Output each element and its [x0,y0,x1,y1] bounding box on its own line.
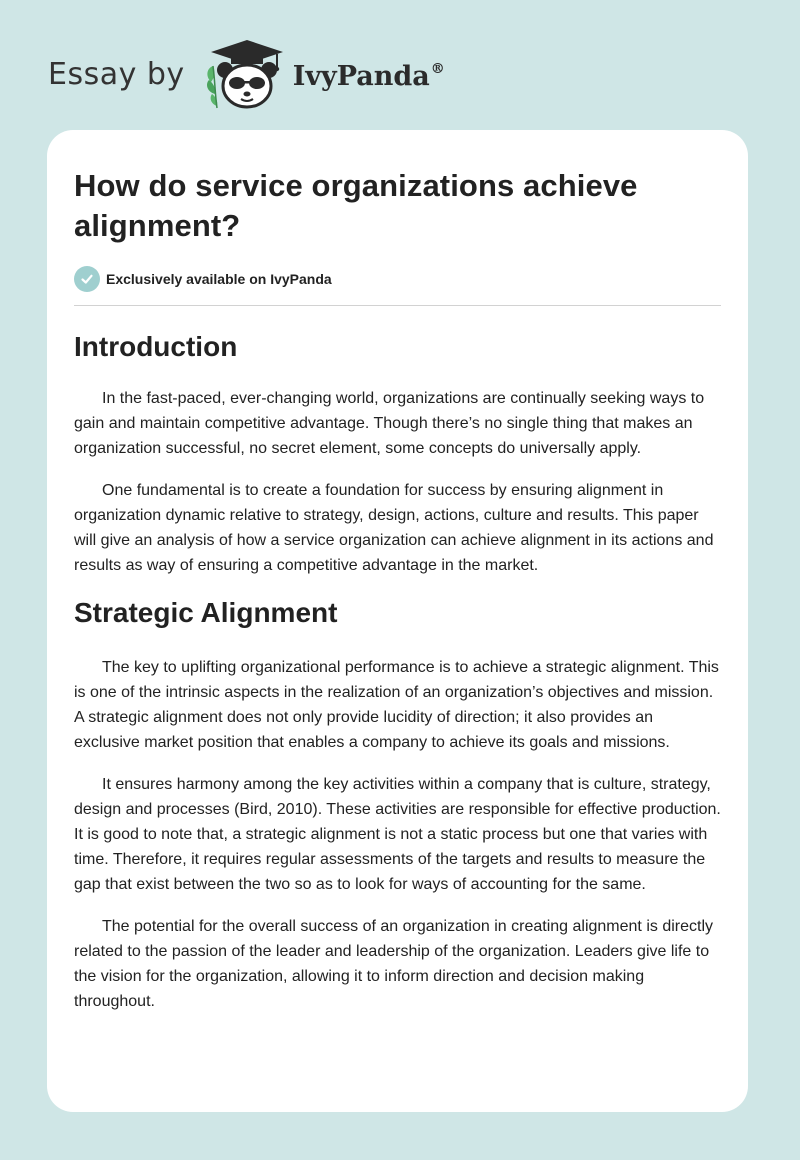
paragraph: It ensures harmony among the key activities within a company that is culture, strategy, design and processes (Bird, 2010). These activities are responsible for effective production. It is good to note that, a strategic alignment is not a static process but one that varies with time. Therefore, it requires regular assessments of the targets and results to measure the gap that exist between the two so as to look for ways of accounting for the same. [74,776,721,893]
paragraph: The key to uplifting organizational performance is to achieve a strategic alignment. This is one of the intrinsic aspects in the realization of an organization’s objectives and mission. A strategic alignment does not only provide lucidity of direction; it also provides an exclusive market position that enables a company to achieve its goals and missions. [74,659,719,751]
check-icon [74,266,100,292]
registered-mark: ® [430,60,445,77]
article-card [47,130,748,1112]
site-header [48,36,445,112]
paragraph: In the fast-paced, ever-changing world, organizations are continually seeking ways to gain and maintain competitive advantage. Though there’s no single thing that makes an organization successful, no secret element, some concepts do universally apply. [74,390,705,457]
section-heading-strategic-alignment: Strategic Alignment [74,597,338,628]
paragraph: The potential for the overall success of an organization in creating alignment is directly related to the passion of the leader and leadership of the organization. Leaders give life to the vision for the organization, allowing it to inform direction and decision making throughout. [74,918,713,1010]
exclusive-badge [74,266,721,292]
essay-by-label: Essay by [48,56,185,92]
section-heading-introduction: Introduction [74,331,238,362]
title-divider [74,305,721,306]
brand-text: IvyPanda [292,60,430,92]
exclusive-badge-text: Exclusively available on IvyPanda [106,271,332,287]
brand-name [293,61,445,92]
panda-graduate-icon [201,36,289,112]
article-title: How do service organizations achieve alignment? [74,168,638,243]
paragraph: One fundamental is to create a foundation for success by ensuring alignment in organization dynamic relative to strategy, design, actions, culture and results. This paper will give an analysis of how a service organization can achieve alignment in its actions and results as way of ensuring a competitive advantage in the market. [74,482,714,574]
